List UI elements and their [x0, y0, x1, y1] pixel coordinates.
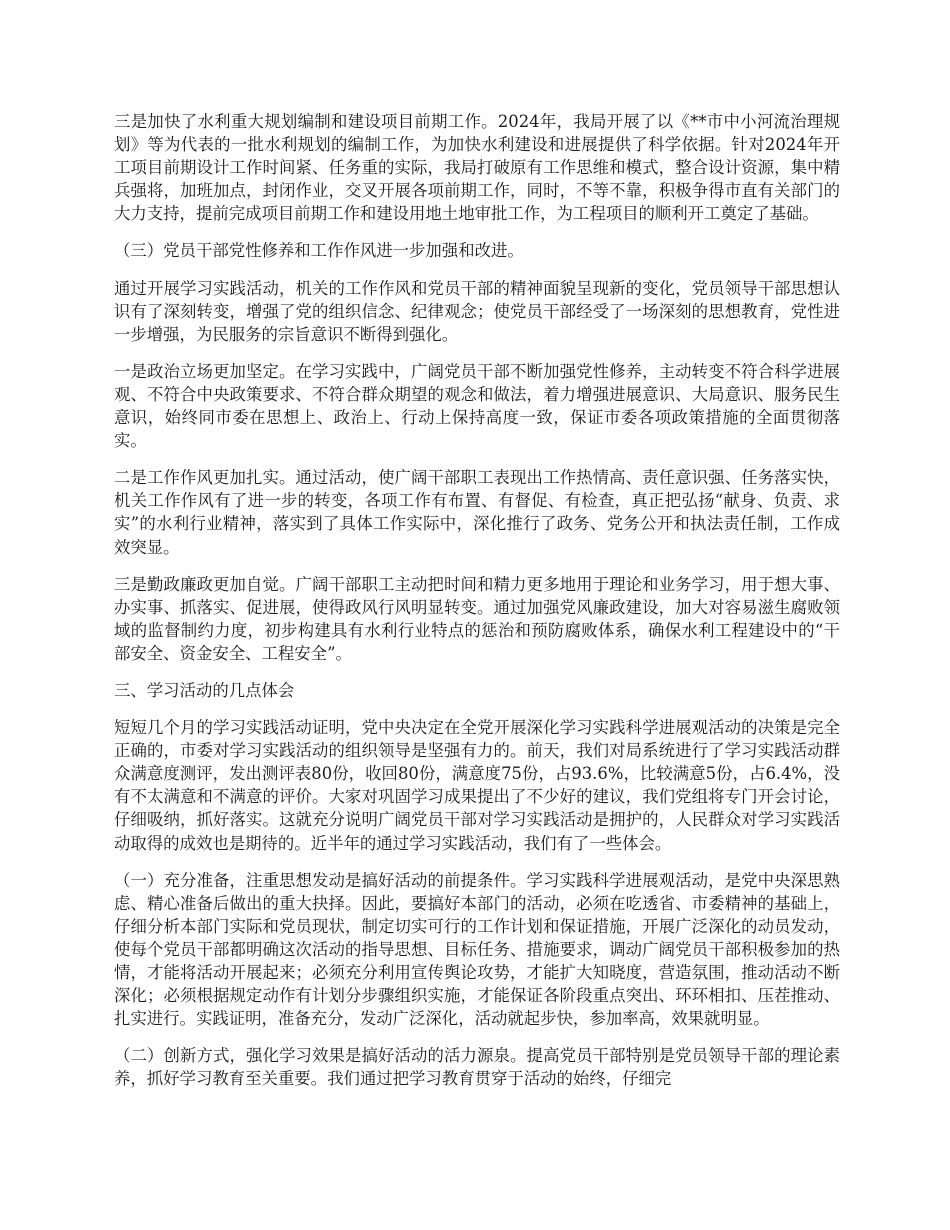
paragraph-learning-practice: 通过开展学习实践活动，机关的工作作风和党员干部的精神面貌呈现新的变化，党员领导干部思想认识有了深刻转变，增强了党的组织信念、纪律观念；使党员干部经受了一场深刻的思想教育，党性进一步增强，为民服务的宗旨意识不断得到强化。 — [114, 278, 840, 344]
section-heading-experiences: 三、学习活动的几点体会 — [114, 680, 295, 700]
paragraph-work-style: 二是工作作风更加扎实。通过活动，使广阔干部职工表现出工作热情高、责任意识强、任务落实快，机关工作作风有了进一步的转变，各项工作有布置、有督促、有检查，真正把弘扬“献身、负责、求实”的水利行业精神，落实到了具体工作实际中，深化推行了政务、党务公开和执法责任制，工作成效突显。 — [114, 468, 840, 557]
section-heading-party-style: （三）党员干部党性修养和工作作风进一步加强和改进。 — [114, 241, 524, 261]
paragraph-full-preparation: （一）充分准备，注重思想发动是搞好活动的前提条件。学习实践科学进展观活动，是党中央深思熟虑、精心准备后做出的重大抉择。因此，要搞好本部门的活动，必须在吃透省、市委精神的基础上，仔细分析本部门实际和党员现状，制定切实可行的工作计划和保证措施，开展广泛深化的动员发动，使每个党员干部都明确这次活动的指导思想、目标任务、措施要求，调动广阔党员干部积极参加的热情，才能将活动开展起来；必须充分利用宣传舆论攻势，才能扩大知晓度，营造氛围，推动活动不断深化；必须根据规定动作有计划分步骤组织实施，才能保证各阶段重点突出、环环相扣、压茬推动、扎实进行。实践证明，准备充分，发动广泛深化，活动就起步快，参加率高，效果就明显。 — [114, 870, 840, 1029]
paragraph-innovation: （二）创新方式，强化学习效果是搞好活动的活力源泉。提高党员干部特别是党员领导干部的理论素养，抓好学习教育至关重要。我们通过把学习教育贯穿于活动的始终，仔细完 — [114, 1046, 840, 1089]
paragraph-political-stance: 一是政治立场更加坚定。在学习实践中，广阔党员干部不断加强党性修养，主动转变不符合科学进展观、不符合中央政策要求、不符合群众期望的观念和做法，着力增强进展意识、大局意识、服务民生意识，始终同市委在思想上、政治上、行动上保持高度一致，保证市委各项政策措施的全面贯彻落实。 — [114, 361, 840, 451]
paragraph-satisfaction-survey: 短短几个月的学习实践活动证明，党中央决定在全党开展深化学习实践科学进展观活动的决策是完全正确的，市委对学习实践活动的组织领导是坚强有力的。前天，我们对局系统进行了学习实践活动群众满意度测评，发出测评表80份，收回80份，满意度75份，占93.6%，比较满意5份，占6.4%，没有不太满意和不满意的评价。大家对巩固学习成果提出了不少好的建议，我们党组将专门开会讨论，仔细吸纳，抓好落实。这就充分说明广阔党员干部对学习实践活动是拥护的，人民群众对学习实践活动取得的成效也是期待的。近半年的通过学习实践活动，我们有了一些体会。 — [114, 718, 840, 853]
document-body — [114, 110, 840, 1104]
paragraph-integrity: 三是勤政廉政更加自觉。广阔干部职工主动把时间和精力更多地用于理论和业务学习，用于想大事、办实事、抓落实、促进展，使得政风行风明显转变。通过加强党风廉政建设，加大对容易滋生腐败领域的监督制约力度，初步构建具有水利行业特点的惩治和预防腐败体系，确保水利工程建设中的“干部安全、资金安全、工程安全”。 — [114, 574, 840, 663]
paragraph-planning-work: 三是加快了水利重大规划编制和建设项目前期工作。2024年，我局开展了以《**市中小河流治理规划》等为代表的一批水利规划的编制工作，为加快水利建设和进展提供了科学依据。针对2024年开工项目前期设计工作时间紧、任务重的实际，我局打破原有工作思维和模式，整合设计资源，集中精兵强将，加班加点，封闭作业，交叉开展各项前期工作，同时，不等不靠，积极争得市直有关部门的大力支持，提前完成项目前期工作和建设用地土地审批工作，为工程项目的顺利开工奠定了基础。 — [114, 112, 840, 224]
